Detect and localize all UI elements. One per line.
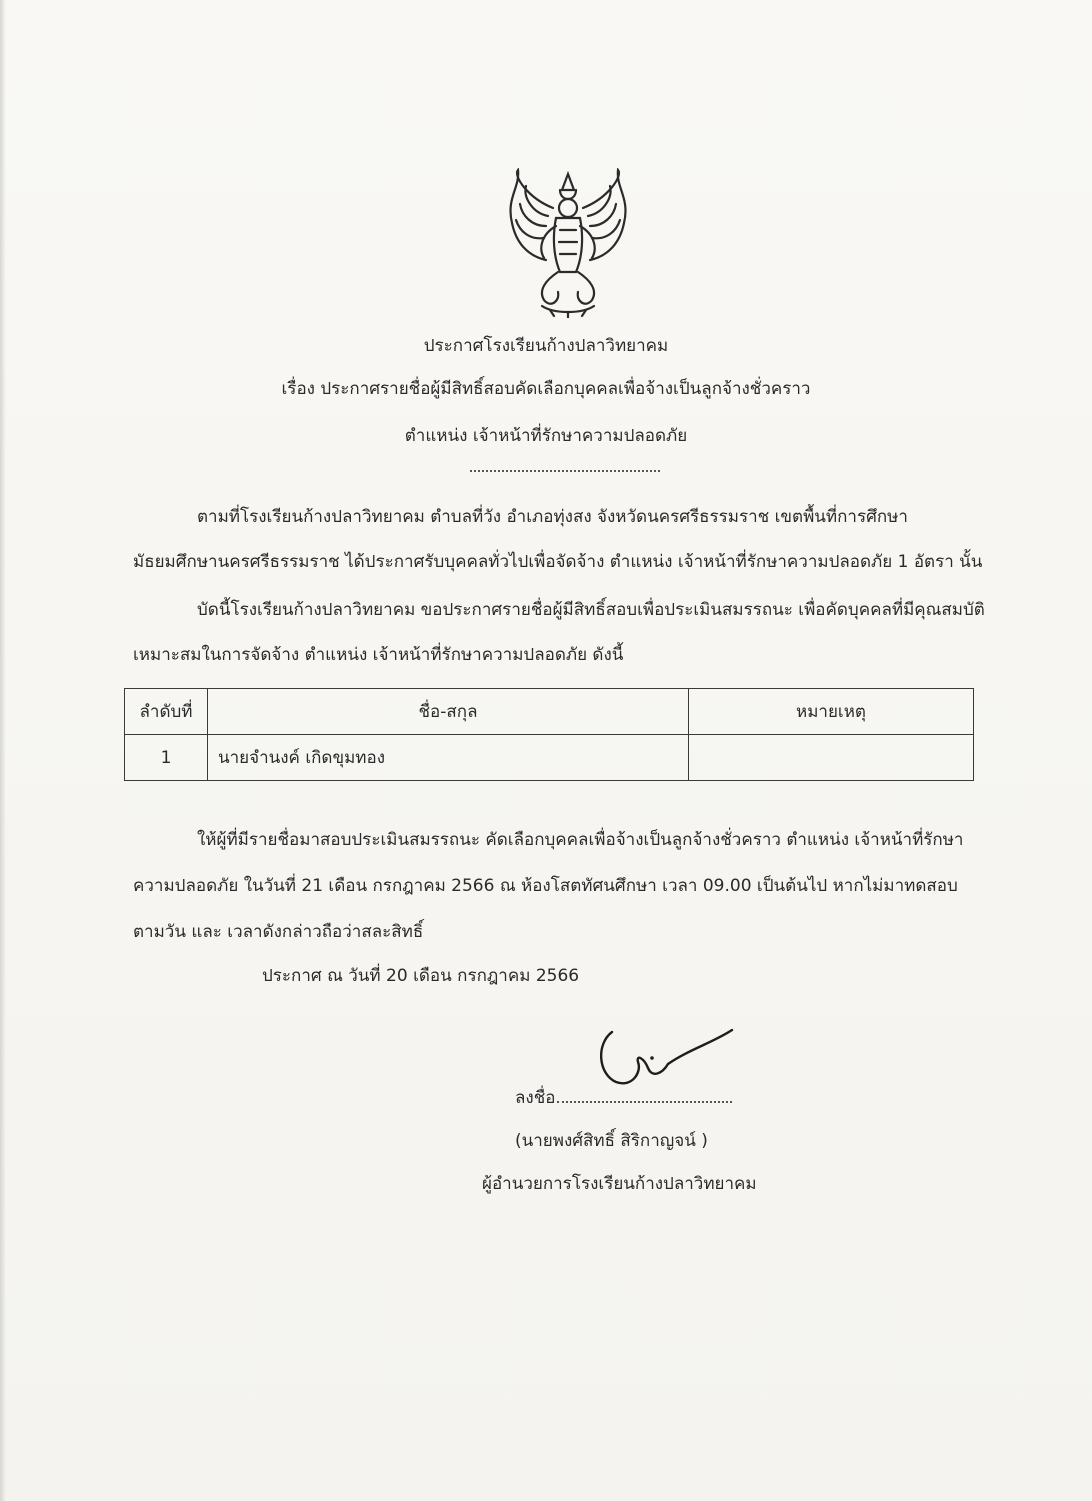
garuda-emblem-icon — [498, 168, 638, 318]
header-order: ลำดับที่ — [125, 689, 208, 735]
paragraph-3-line-1: ให้ผู้ที่มีรายชื่อมาสอบประเมินสมรรถนะ คัดเลือกบุคคลเพื่อจ้างเป็นลูกจ้างชั่วคราว ตำแหน่ง เจ้าหน้าที่รักษา — [197, 830, 964, 850]
paragraph-1-line-2: มัธยมศึกษานครศรีธรรมราช ได้ประกาศรับบุคคลทั่วไปเพื่อจัดจ้าง ตำแหน่ง เจ้าหน้าที่รักษาความปลอดภัย 1 อัตรา นั้น — [133, 552, 983, 572]
header-name: ชื่อ-สกุล — [208, 689, 689, 735]
cell-name: นายจำนงค์ เกิดขุมทอง — [208, 735, 689, 781]
table-row — [125, 735, 974, 781]
document-subject: เรื่อง ประกาศรายชื่อผู้มีสิทธิ์สอบคัดเลือกบุคคลเพื่อจ้างเป็นลูกจ้างชั่วคราว — [281, 379, 811, 399]
paragraph-3-line-3: ตามวัน และ เวลาดังกล่าวถือว่าสละสิทธิ์ — [133, 922, 424, 942]
cell-order: 1 — [125, 735, 208, 781]
cell-remark — [689, 735, 974, 781]
paragraph-1-line-1: ตามที่โรงเรียนก้างปลาวิทยาคม ตำบลที่วัง อำเภอทุ่งสง จังหวัดนครศรีธรรมราช เขตพื้นที่การศึกษา — [197, 507, 908, 527]
paragraph-3-line-2: ความปลอดภัย ในวันที่ 21 เดือน กรกฎาคม 2566 ณ ห้องโสตทัศนศึกษา เวลา 09.00 เป็นต้นไป หากไม่มาทดสอบ — [133, 876, 958, 896]
announce-date: ประกาศ ณ วันที่ 20 เดือน กรกฎาคม 2566 — [262, 966, 580, 986]
signer-title: ผู้อำนวยการโรงเรียนก้างปลาวิทยาคม — [482, 1174, 757, 1194]
paragraph-2-line-1: บัดนี้โรงเรียนก้างปลาวิทยาคม ขอประกาศรายชื่อผู้มีสิทธิ์สอบเพื่อประเมินสมรรถนะ เพื่อคัดบุคคลที่มีคุณสมบัติ — [197, 600, 985, 620]
page-edge-shadow — [0, 0, 6, 1501]
header-divider — [470, 470, 660, 472]
sign-label: ลงชื่อ — [515, 1088, 556, 1108]
header-remark: หมายเหตุ — [689, 689, 974, 735]
sign-line — [515, 1084, 732, 1111]
document-position: ตำแหน่ง เจ้าหน้าที่รักษาความปลอดภัย — [404, 426, 688, 446]
sign-dotted-line — [557, 1101, 732, 1103]
signer-name: (นายพงศ์สิทธิ์ สิริกาญจน์ ) — [515, 1131, 708, 1151]
table-header-row — [125, 689, 974, 735]
candidate-table — [124, 688, 974, 781]
document-title: ประกาศโรงเรียนก้างปลาวิทยาคม — [423, 336, 669, 356]
paragraph-2-line-2: เหมาะสมในการจัดจ้าง ตำแหน่ง เจ้าหน้าที่รักษาความปลอดภัย ดังนี้ — [133, 645, 624, 665]
